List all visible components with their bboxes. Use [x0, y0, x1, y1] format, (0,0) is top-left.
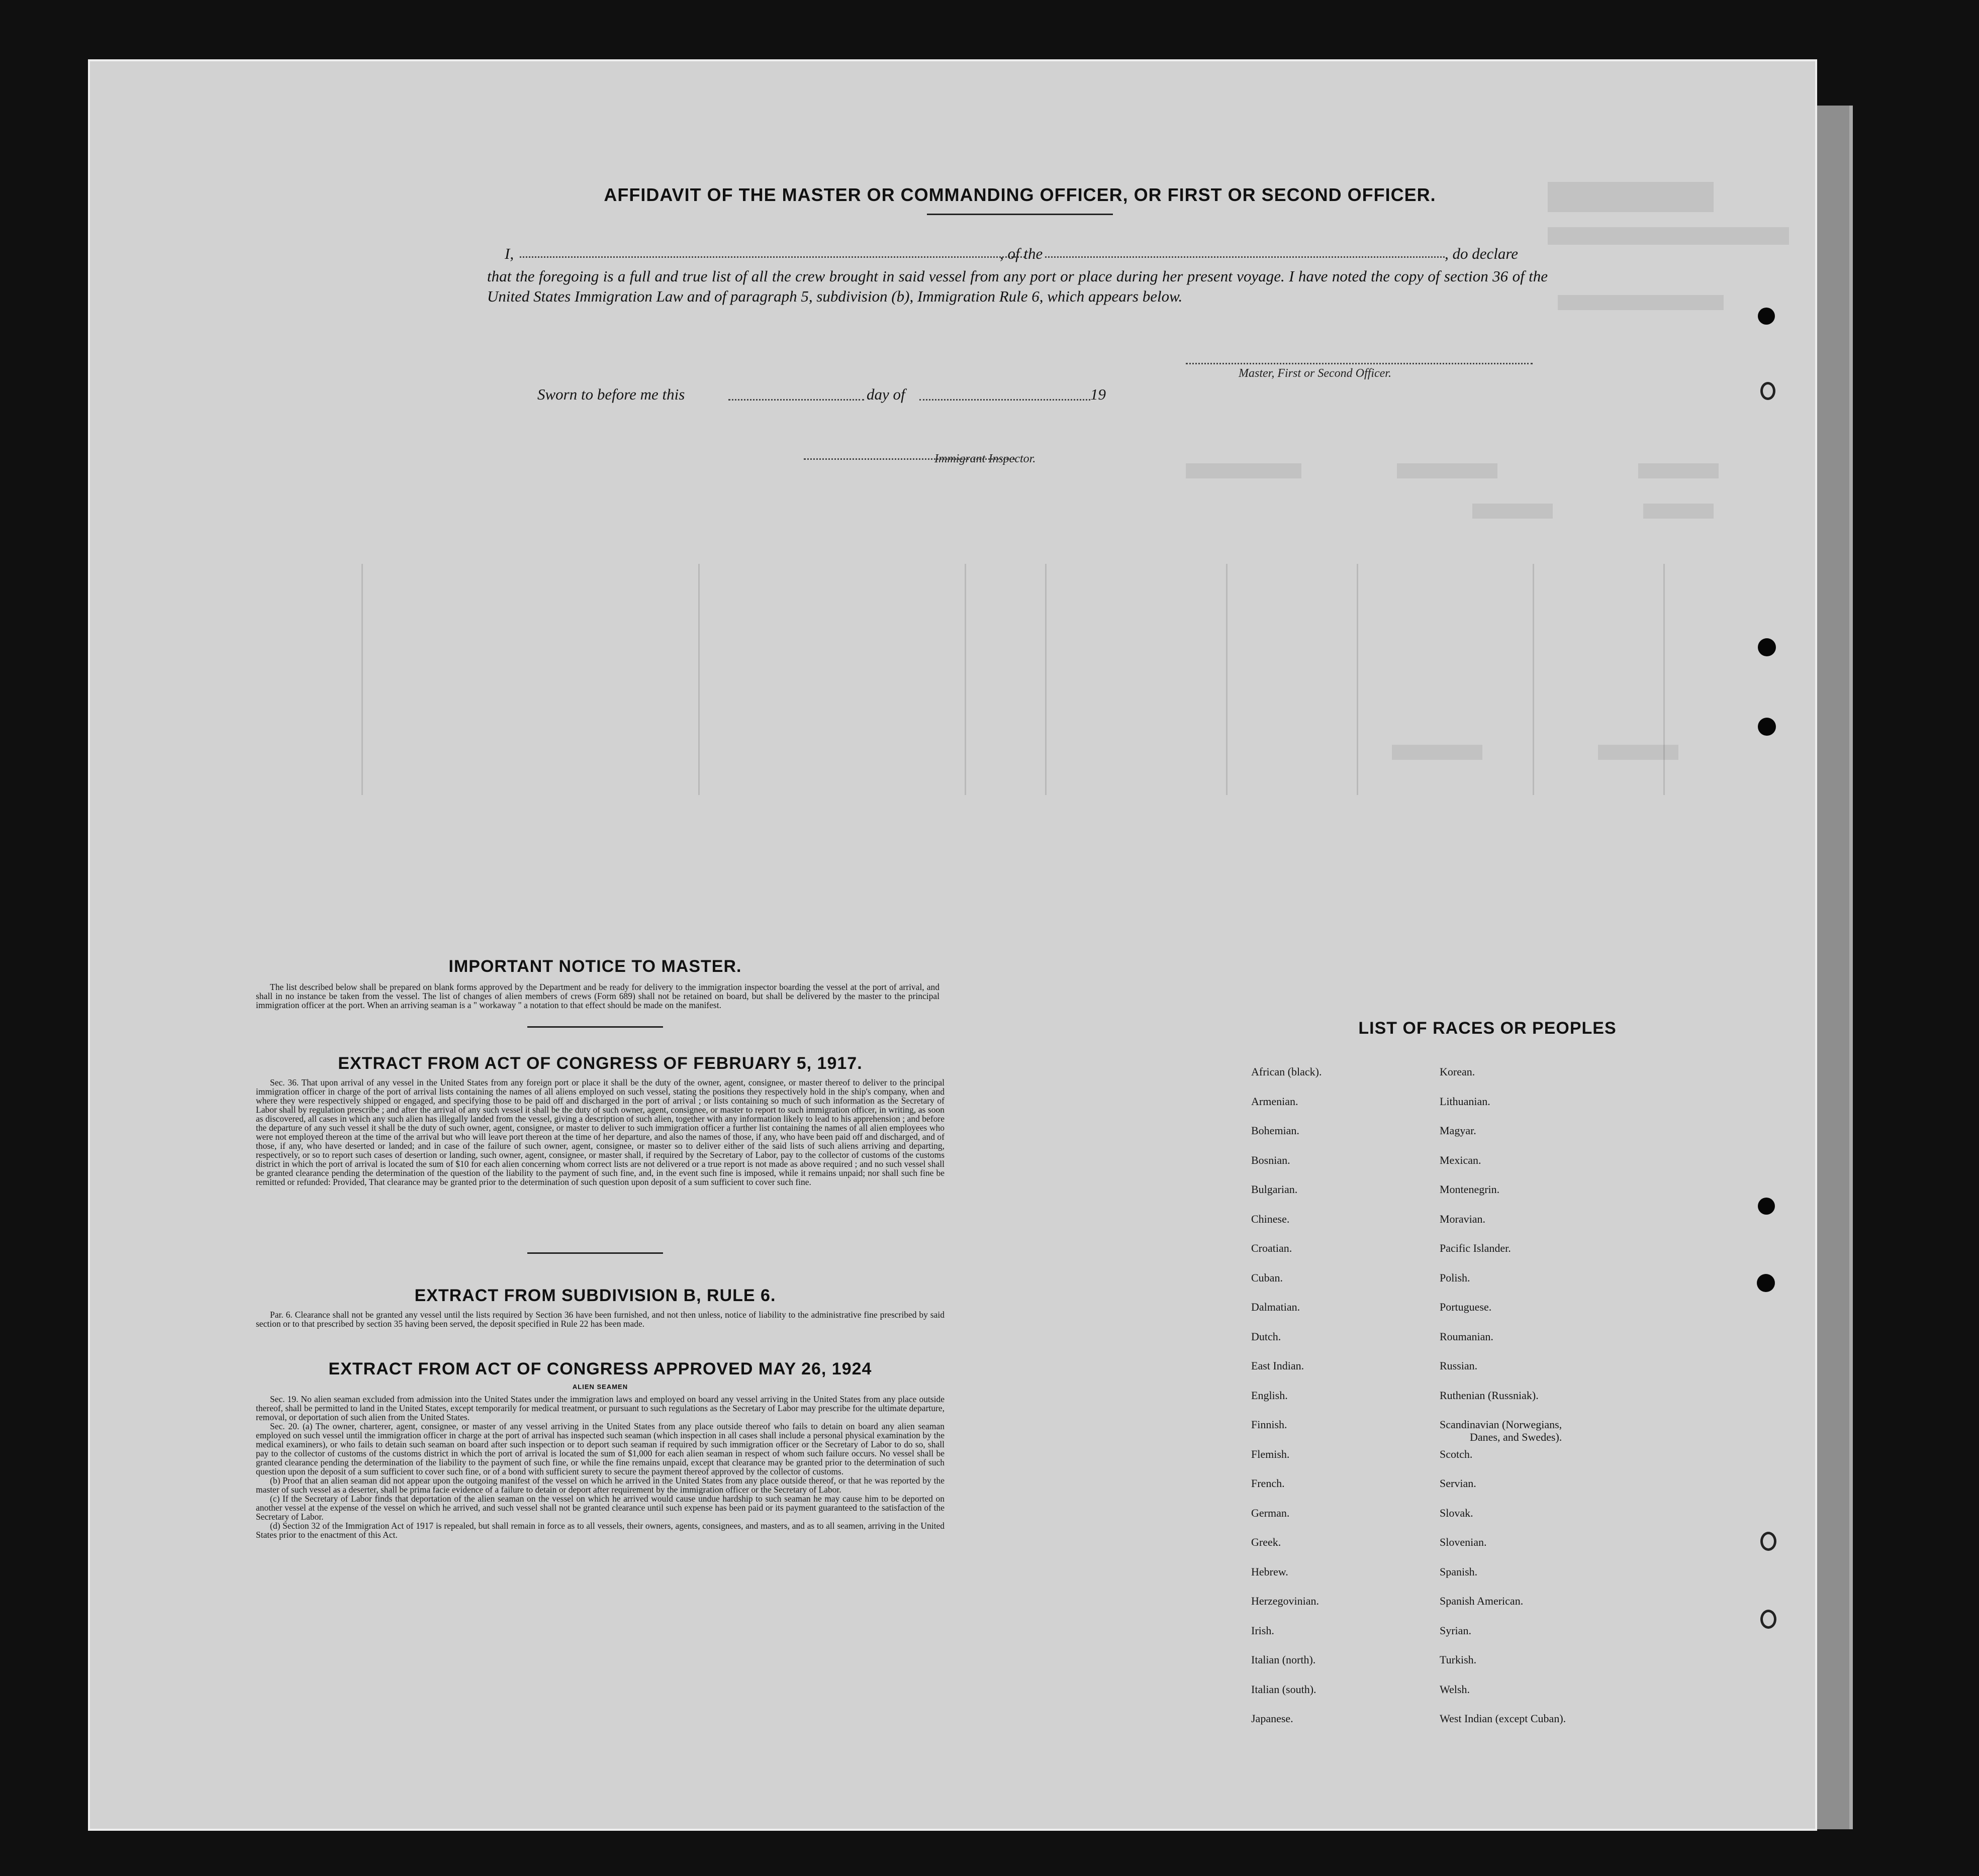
- show-through-mark: [1548, 182, 1714, 212]
- show-through-mark: [1186, 463, 1301, 478]
- race-item: Slovenian.: [1440, 1536, 1487, 1548]
- race-item: Finnish.: [1251, 1418, 1287, 1431]
- extract-rule6-title: EXTRACT FROM SUBDIVISION B, RULE 6.: [414, 1286, 776, 1305]
- race-item: Scandinavian (Norwegians,: [1440, 1418, 1562, 1431]
- race-item: Slovak.: [1440, 1506, 1473, 1519]
- sec19-text: Sec. 19. No alien seaman excluded from admission into the United States under the immigration laws and employed on board any vessel arriving in the United States from any place outside thereof, shall be permitted to land in the United States, except temporarily for medical treatment, or pursuant to such regulations as the Secretary of Labor may prescribe for the ultimate departure, removal, or deportation of such alien from the United States.: [256, 1394, 945, 1422]
- show-through-mark: [1548, 227, 1789, 245]
- race-item: Pacific Islander.: [1440, 1242, 1511, 1254]
- race-item: Welsh.: [1440, 1683, 1470, 1696]
- race-item: Herzegovinian.: [1251, 1595, 1319, 1607]
- sec20c-text: (c) If the Secretary of Labor finds that deportation of the alien seaman on the vessel on which he arrived would cause undue hardship to such seaman he may cause him to be deported on another vessel at the expense of the vessel on which he arrived, and such vessel shall not be granted clearance until such expense has been paid or its payment guaranteed to the satisfaction of the Secretary of Labor.: [256, 1494, 945, 1522]
- race-item: Cuban.: [1251, 1271, 1283, 1284]
- master-signature-line[interactable]: [1186, 363, 1533, 364]
- binder-hole: [1760, 382, 1775, 400]
- race-item: Italian (north).: [1251, 1653, 1316, 1666]
- sworn-date-blank[interactable]: [728, 399, 864, 401]
- race-item: Dutch.: [1251, 1330, 1281, 1343]
- show-through-mark: [1558, 295, 1724, 310]
- show-through-rule: [1357, 564, 1358, 795]
- affidavit-do-declare-label: , do declare: [1445, 245, 1519, 262]
- race-item: Ruthenian (Russniak).: [1440, 1389, 1539, 1402]
- race-item: Italian (south).: [1251, 1683, 1316, 1696]
- title-underline: [927, 214, 1113, 215]
- race-item: African (black).: [1251, 1065, 1322, 1078]
- race-item: Spanish American.: [1440, 1595, 1524, 1607]
- binder-hole: [1758, 1198, 1775, 1215]
- alien-seamen-subtitle: ALIEN SEAMEN: [572, 1383, 628, 1391]
- race-item: German.: [1251, 1506, 1290, 1519]
- race-item: West Indian (except Cuban).: [1440, 1712, 1566, 1725]
- show-through-rule: [1533, 564, 1534, 795]
- extract-1917-title: EXTRACT FROM ACT OF CONGRESS OF FEBRUARY 5, 1917.: [338, 1054, 863, 1073]
- show-through-mark: [1643, 504, 1714, 519]
- sworn-year-label: 19: [1090, 385, 1106, 403]
- race-item: Montenegrin.: [1440, 1183, 1500, 1196]
- show-through-mark: [1472, 504, 1553, 519]
- race-item: Greek.: [1251, 1536, 1281, 1548]
- binder-hole: [1758, 308, 1775, 325]
- races-title: LIST OF RACES OR PEOPLES: [1358, 1019, 1617, 1038]
- race-item: Irish.: [1251, 1624, 1274, 1637]
- notice-title: IMPORTANT NOTICE TO MASTER.: [448, 957, 742, 976]
- race-item: Bulgarian.: [1251, 1183, 1298, 1196]
- master-signature-label: Master, First or Second Officer.: [1239, 367, 1391, 380]
- race-item: Mexican.: [1440, 1153, 1481, 1166]
- show-through-rule: [965, 564, 966, 795]
- race-item: Portuguese.: [1440, 1301, 1492, 1313]
- race-item: Hebrew.: [1251, 1565, 1288, 1578]
- sec20d-text: (d) Section 32 of the Immigration Act of 1917 is repealed, but shall remain in force as to all vessels, their owners, agents, consignees, and masters, and as to all seamen, arriving in the United States prior to the enactment of this Act.: [256, 1521, 945, 1540]
- race-item: Scotch.: [1440, 1447, 1473, 1460]
- race-item: Syrian.: [1440, 1624, 1471, 1637]
- manifest-page: [88, 59, 1817, 1831]
- race-item: Russian.: [1440, 1359, 1478, 1372]
- race-item: Magyar.: [1440, 1124, 1476, 1137]
- section-divider: [527, 1026, 663, 1028]
- race-item: Spanish.: [1440, 1565, 1478, 1578]
- show-through-rule: [361, 564, 363, 795]
- inspector-label: Immigrant Inspector.: [934, 452, 1036, 465]
- extract-1917-text: Sec. 36. That upon arrival of any vessel in the United States from any foreign port or place it shall be the duty of the owner, agent, consignee, or master thereof to deliver to the principal immigration officer in charge of the port of arrival lists containing the names of all aliens employed on such vessel, stating the positions they respectively hold in the ship's company, when and where they were respectively shipped or engaged, and specifying those to be paid off and discharged in the port of arrival ; or lists containing so much of such information as the Secretary of Labor shall by regulation prescribe ; and after the arrival of any such vessel it shall be the duty of such owner, agent, consignee, or master to report to such immigration officer, in writing, as soon as discovered, all cases in which any such alien has illegally landed from the vessel, giving a description of such alien, together with any information likely to lead to his apprehension ; and before the departure of any such vessel it shall be the duty of such owner, agent, consignee, or master to deliver to such immigration officer a further list containing the names of all alien employees who were not employed thereon at the time of the arrival but who will leave port thereon at the time of her departure, and also the names of those, if any, who have been paid off and discharged, and of those, if any, who have deserted or landed; and in case of the failure of such owner, agent, consignee, or master so to deliver either of the said lists of such aliens arriving and departing, respectively, or so to report such cases of desertion or landing, such owner, agent, consignee, or master shall, if required by the Secretary of Labor, pay to the collector of customs of the customs district in which the port of arrival is located the sum of $10 for each alien concerning whom correct lists are not delivered or a true report is not made as above required ; and no such vessel shall be granted clearance pending the determination of the question of the liability to the payment of such fine, and, in the event such fine is imposed, while it remains unpaid; nor shall such fine be remitted or refunded: Provided, That clearance may be granted prior to the determination of such question upon deposit of a sum sufficient to cover such fine.: [256, 1077, 945, 1187]
- sec20a-text: Sec. 20. (a) The owner, charterer, agent, consignee, or master of any vessel arriving in the United States from any place outside thereof who fails to detain on board any alien seaman employed on such vessel until the immigration officer in charge at the port of arrival has inspected such seaman (which inspection in all cases shall include a personal physical examination by the medical examiners), or who fails to detain such seaman on board after such inspection or to deport such seaman if required by such immigration officer or the Secretary of Labor to do so, shall pay to the collector of customs of the customs district in which the port of arrival is located the sum of $1,000 for each alien seaman in respect of whom such failure occurs. No vessel shall be granted clearance pending the determination of the liability to the payment of such fine, or while the fine remains unpaid, except that clearance may be granted prior to the determination of such question upon the deposit of a sum sufficient to cover such fine, or of a bond with sufficient surety to secure the payment thereof approved by the collector of customs.: [256, 1421, 945, 1476]
- race-item: Moravian.: [1440, 1212, 1486, 1225]
- sworn-prefix: Sworn to before me this: [537, 385, 685, 403]
- extract-1924-title: EXTRACT FROM ACT OF CONGRESS APPROVED MAY 26, 1924: [328, 1359, 872, 1378]
- underlying-sheet-edge: [1812, 106, 1849, 1829]
- affidavit-paragraph: that the foregoing is a full and true list of all the crew brought in said vessel from any port or place during her present voyage. I have noted the copy of section 36 of the United States Immigration Law and of paragraph 5, subdivision (b), Immigration Rule 6, which appears below.: [487, 267, 1548, 305]
- race-item: Dalmatian.: [1251, 1301, 1300, 1313]
- show-through-mark: [1598, 745, 1678, 760]
- sec20b-text: (b) Proof that an alien seaman did not appear upon the outgoing manifest of the vessel on which he arrived in the United States from any place outside thereof, or that he was reported by the master of such vessel as a deserter, shall be prima facie evidence of a failure to detain or deport after requirement by the immigration officer or the Secretary of Labor.: [256, 1475, 945, 1495]
- show-through-rule: [1663, 564, 1665, 795]
- race-item: Flemish.: [1251, 1447, 1290, 1460]
- show-through-rule: [1045, 564, 1047, 795]
- race-item: Lithuanian.: [1440, 1095, 1490, 1108]
- race-item: Servian.: [1440, 1477, 1476, 1490]
- race-item: Polish.: [1440, 1271, 1470, 1284]
- extract-1924-text: [256, 1395, 945, 1539]
- race-item: Roumanian.: [1440, 1330, 1493, 1343]
- race-item: East Indian.: [1251, 1359, 1304, 1372]
- race-item: Bosnian.: [1251, 1153, 1290, 1166]
- sworn-month-blank[interactable]: [919, 399, 1090, 401]
- race-item: Bohemian.: [1251, 1124, 1299, 1137]
- race-item: French.: [1251, 1477, 1285, 1490]
- name-blank-line[interactable]: [520, 256, 1025, 258]
- show-through-mark: [1392, 745, 1482, 760]
- affidavit-i-label: I,: [505, 245, 514, 262]
- notice-text: The list described below shall be prepared on blank forms approved by the Department and be ready for delivery to the immigration inspector boarding the vessel at the port of arrival, and shall in no instance be taken from the vessel. The list of changes of alien members of crews (Form 689) shall not be retained on board, but shall be delivered by the master to the principal immigration officer at the port. When an arriving seaman is a " workaway " a notation to that effect should be made on the manifest.: [256, 982, 939, 1010]
- race-item: English.: [1251, 1389, 1288, 1402]
- binder-hole: [1758, 638, 1776, 656]
- race-item: Japanese.: [1251, 1712, 1293, 1725]
- binder-hole: [1758, 718, 1776, 736]
- race-item: Chinese.: [1251, 1212, 1290, 1225]
- extract-rule6-text: Par. 6. Clearance shall not be granted any vessel until the lists required by Section 36 have been furnished, and not then unless, notice of liability to the administrative fine prescribed by said section or to that prescribed by section 35 having been served, the deposit specified in Rule 22 has been made.: [256, 1310, 945, 1329]
- section-divider: [527, 1252, 663, 1254]
- binder-hole: [1757, 1274, 1775, 1292]
- affidavit-title: AFFIDAVIT OF THE MASTER OR COMMANDING OFFICER, OR FIRST OR SECOND OFFICER.: [604, 184, 1436, 205]
- race-item: Korean.: [1440, 1065, 1475, 1078]
- race-item: Armenian.: [1251, 1095, 1298, 1108]
- show-through-mark: [1638, 463, 1719, 478]
- show-through-rule: [1226, 564, 1228, 795]
- binder-hole: [1760, 1610, 1776, 1629]
- show-through-mark: [1397, 463, 1497, 478]
- binder-hole: [1760, 1532, 1776, 1551]
- race-item: Croatian.: [1251, 1242, 1292, 1254]
- sworn-day-label: day of: [867, 385, 905, 403]
- race-item-continuation: Danes, and Swedes).: [1470, 1431, 1562, 1443]
- affidavit-of-the-label: , of the: [1000, 245, 1043, 262]
- race-item: Turkish.: [1440, 1653, 1477, 1666]
- show-through-rule: [698, 564, 700, 795]
- vessel-blank-line[interactable]: [1045, 256, 1445, 258]
